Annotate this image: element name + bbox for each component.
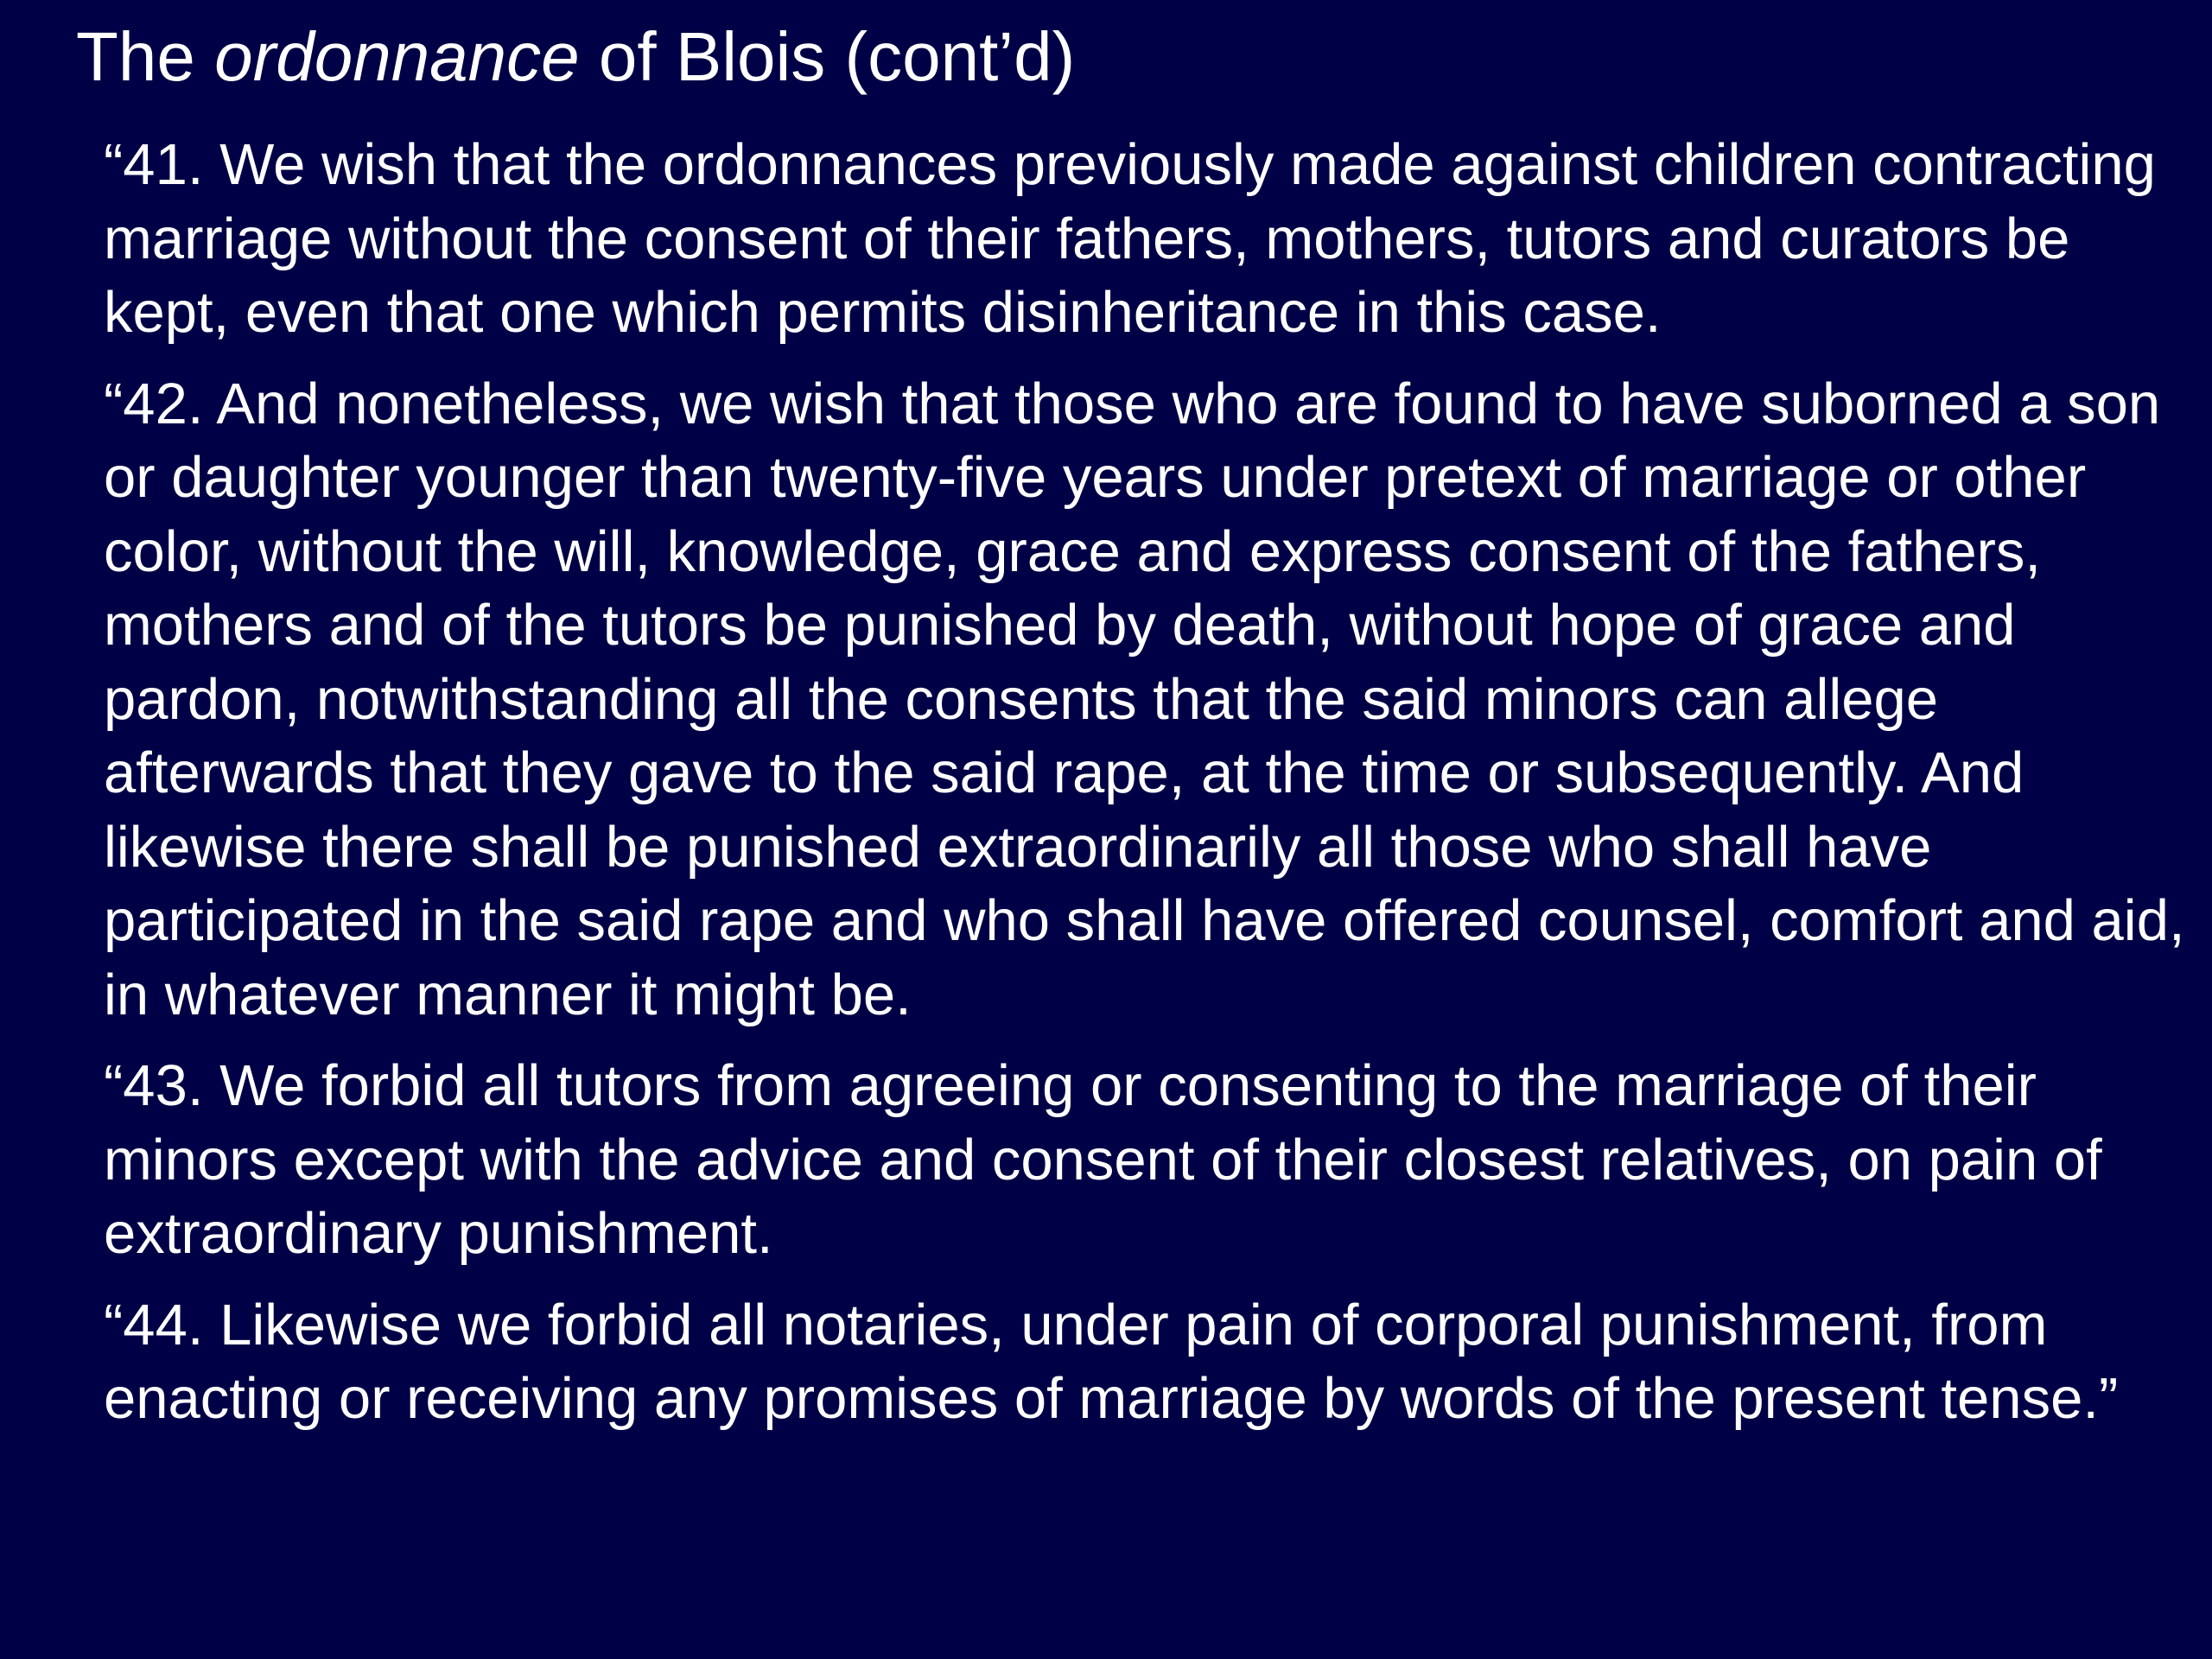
slide-body xyxy=(104,128,2186,1453)
paragraph-43: “43. We forbid all tutors from agreeing or consenting to the marriage of their minors except with the advice and consent of their closest relatives, on pain of extraordinary punishment. xyxy=(104,1053,2102,1266)
paragraph-42: “42. And nonetheless, we wish that those who are found to have suborned a son or daughter younger than twenty-five years under pretext of marriage or other color, without the will, knowledge, grace and express consent of the fathers, mothers and of the tutors be punished by death, without hope of grace and pardon, notwithstanding all the consents that the said minors can allege afterwards that they gave to the said rape, at the time or subsequently. And likewise there shall be punished extraordinarily all those who shall have participated in the said rape and who shall have offered counsel, comfort and aid, in whatever manner it might be. xyxy=(104,371,2185,1027)
title-prefix: The xyxy=(76,18,215,95)
paragraph-41: “41. We wish that the ordonnances previously made against children contracting marriage without the consent of their fathers, mothers, tutors and curators be kept, even that one which permits disinheritance in this case. xyxy=(104,132,2156,345)
title-emphasis: ordonnance xyxy=(214,18,580,95)
paragraph-44: “44. Likewise we forbid all notaries, under pain of corporal punishment, from enacting or receiving any promises of marriage by words of the present tense.” xyxy=(104,1292,2119,1431)
title-suffix: of Blois (cont’d) xyxy=(579,18,1076,95)
slide-title xyxy=(76,14,1075,100)
